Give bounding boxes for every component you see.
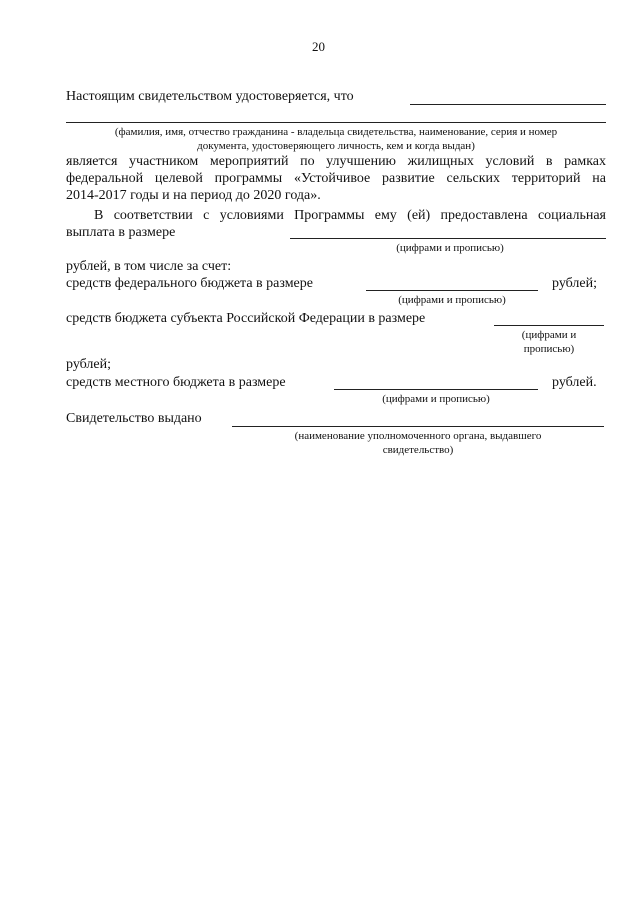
- regional-amount-line: [494, 325, 604, 326]
- payment-amount-line: [290, 238, 606, 239]
- federal-amount-line: [366, 290, 538, 291]
- program-line-3: 2014-2017 годы и на период до 2020 года».: [66, 188, 321, 203]
- regional-digits-caption-1: (цифрами и: [521, 329, 577, 341]
- local-rubles: рублей.: [552, 375, 597, 390]
- federal-label: средств федерального бюджета в размере: [66, 276, 313, 291]
- payment-digits-caption: (цифрами и прописью): [396, 242, 504, 254]
- page-number: 20: [312, 39, 325, 54]
- issuer-caption-2: свидетельство): [382, 444, 454, 456]
- federal-digits-caption: (цифрами и прописью): [398, 294, 506, 306]
- regional-digits-caption-2: прописью): [523, 343, 575, 355]
- local-amount-line: [334, 389, 538, 390]
- issuer-name-line: [232, 426, 604, 427]
- payment-line-2: выплата в размере: [66, 225, 176, 240]
- regional-label: средств бюджета субъекта Российской Федерации в размере: [66, 311, 426, 326]
- holder-name-line-1: [410, 104, 606, 105]
- local-label: средств местного бюджета в размере: [66, 375, 286, 390]
- program-line-2: федеральной целевой программы «Устойчивое развитие сельских территорий на: [66, 171, 606, 186]
- payment-line-1: В соответствии с условиями Программы ему (ей) предоставлена социальная: [94, 208, 606, 223]
- issued-label: Свидетельство выдано: [66, 411, 202, 426]
- intro-text: Настоящим свидетельством удостоверяется, что: [66, 89, 354, 104]
- federal-rubles: рублей;: [552, 276, 597, 291]
- holder-caption-2: документа, удостоверяющего личность, кем и когда выдан): [197, 140, 475, 152]
- issuer-caption-1: (наименование уполномоченного органа, выдавшего: [294, 430, 542, 442]
- rubles-including: рублей, в том числе за счет:: [66, 259, 232, 274]
- program-line-1: является участником мероприятий по улучшению жилищных условий в рамках: [66, 154, 606, 169]
- holder-caption-1: (фамилия, имя, отчество гражданина - владельца свидетельства, наименование, серия и номер: [114, 126, 558, 138]
- local-digits-caption: (цифрами и прописью): [382, 393, 490, 405]
- regional-rubles: рублей;: [66, 357, 111, 372]
- holder-name-line-2: [66, 122, 606, 123]
